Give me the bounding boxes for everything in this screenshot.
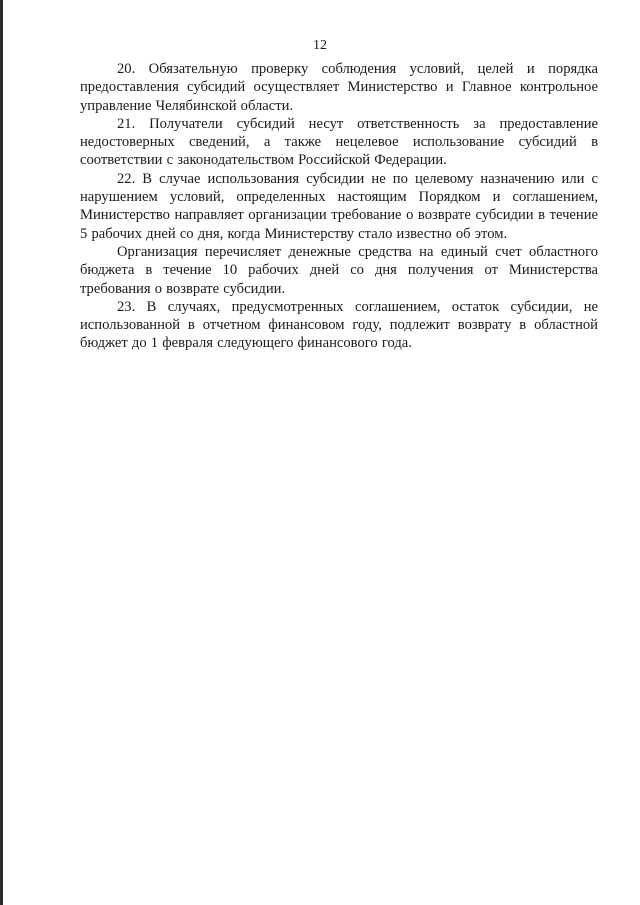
paragraph-23: 23. В случаях, предусмотренных соглашением, остаток субсидии, не использованной в отчетном финансовом году, подлежит возврату в областной бюджет до 1 февраля следующего финансового года. [80, 298, 598, 352]
paragraph-21: 21. Получатели субсидий несут ответственность за предоставление недостоверных сведений, а также нецелевое использование субсидий в соответствии с законодательством Российской Федерации. [80, 115, 598, 169]
page-number: 12 [313, 38, 327, 53]
document-body [80, 60, 598, 353]
paragraph-20: 20. Обязательную проверку соблюдения условий, целей и порядка предоставления субсидий осуществляет Министерство и Главное контрольное управление Челябинской области. [80, 61, 598, 114]
paragraph-22-continuation: Организация перечисляет денежные средства на единый счет областного бюджета в течение 10 рабочих дней со дня получения от Министерства требования о возврате субсидии. [80, 243, 598, 297]
scan-page-edge [0, 0, 3, 905]
paragraph-22: 22. В случае использования субсидии не по целевому назначению или с нарушением условий, определенных настоящим Порядком и соглашением, Министерство направляет организации требование о возврате субсидии в течение 5 рабочих дней со дня, когда Министерству стало известно об этом. [80, 170, 598, 242]
